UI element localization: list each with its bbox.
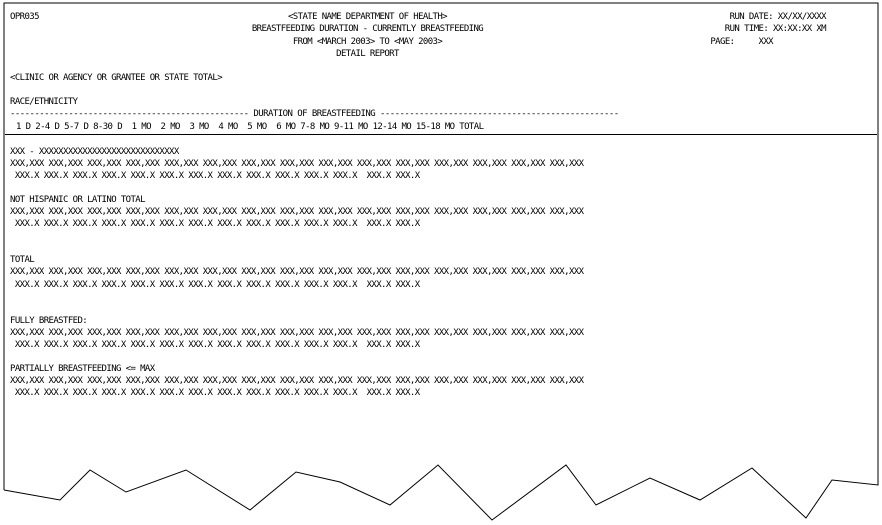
section-counts: XXX,XXX XXX,XXX XXX,XXX XXX,XXX XXX,XXX XXX,XXX XXX,XXX XXX,XXX XXX,XXX XXX,XXX XXX,XXX XXX,XXX XXX,XXX XXX,XXX XXX,XXX [10,267,584,277]
section-label: NOT HISPANIC OR LATINO TOTAL [10,195,145,205]
section-label: XXX - XXXXXXXXXXXXXXXXXXXXXXXXXXXXX [10,147,179,157]
report-type: DETAIL REPORT [336,49,399,59]
report-id: OPR035 [10,12,39,22]
section-counts: XXX,XXX XXX,XXX XXX,XXX XXX,XXX XXX,XXX XXX,XXX XXX,XXX XXX,XXX XXX,XXX XXX,XXX XXX,XXX XXX,XXX XXX,XXX XXX,XXX XXX,XXX [10,159,584,169]
duration-header: ------------------------------------------------- DURATION OF BREASTFEEDING ------------------------------------------------- [10,109,619,119]
section-label: TOTAL [10,255,35,265]
report-title: BREASTFEEDING DURATION - CURRENTLY BREASTFEEDING [251,24,484,34]
report-period: FROM <MARCH 2003> TO <MAY 2003> [292,37,443,47]
section-percents: XXX.X XXX.X XXX.X XXX.X XXX.X XXX.X XXX.X XXX.X XXX.X XXX.X XXX.X XXX.X XXX.X XXX.X [10,280,420,290]
run-time: RUN TIME: XX:XX:XX XM [724,24,826,34]
section-percents: XXX.X XXX.X XXX.X XXX.X XXX.X XXX.X XXX.X XXX.X XXX.X XXX.X XXX.X XXX.X XXX.X XXX.X [10,340,420,350]
section-percents: XXX.X XXX.X XXX.X XXX.X XXX.X XXX.X XXX.X XXX.X XXX.X XXX.X XXX.X XXX.X XXX.X XXX.X [10,171,420,181]
department-name: <STATE NAME DEPARTMENT OF HEALTH> [287,12,447,22]
scope-label: <CLINIC OR AGENCY OR GRANTEE OR STATE TOTAL> [10,73,223,83]
header-rule [5,134,877,135]
column-headers: 1 D 2-4 D 5-7 D 8-30 D 1 MO 2 MO 3 MO 4 MO 5 MO 6 MO 7-8 MO 9-11 MO 12-14 MO 15-18 MO TOTAL [16,122,484,132]
run-date: RUN DATE: XX/XX/XXXX [729,12,826,22]
race-ethnicity-label: RACE/ETHNICITY [10,97,78,107]
section-counts: XXX,XXX XXX,XXX XXX,XXX XXX,XXX XXX,XXX XXX,XXX XXX,XXX XXX,XXX XXX,XXX XXX,XXX XXX,XXX XXX,XXX XXX,XXX XXX,XXX XXX,XXX [10,376,584,386]
section-label: FULLY BREASTFED: [10,316,88,326]
section-percents: XXX.X XXX.X XXX.X XXX.X XXX.X XXX.X XXX.X XXX.X XXX.X XXX.X XXX.X XXX.X XXX.X XXX.X [10,219,420,229]
page-number: PAGE: XXX [710,37,773,47]
section-counts: XXX,XXX XXX,XXX XXX,XXX XXX,XXX XXX,XXX XXX,XXX XXX,XXX XXX,XXX XXX,XXX XXX,XXX XXX,XXX XXX,XXX XXX,XXX XXX,XXX XXX,XXX [10,207,584,217]
section-counts: XXX,XXX XXX,XXX XXX,XXX XXX,XXX XXX,XXX XXX,XXX XXX,XXX XXX,XXX XXX,XXX XXX,XXX XXX,XXX XXX,XXX XXX,XXX XXX,XXX XXX,XXX [10,328,584,338]
section-label: PARTIALLY BREASTFEEDING <= MAX [10,364,155,374]
section-percents: XXX.X XXX.X XXX.X XXX.X XXX.X XXX.X XXX.X XXX.X XXX.X XXX.X XXX.X XXX.X XXX.X XXX.X [10,388,420,398]
